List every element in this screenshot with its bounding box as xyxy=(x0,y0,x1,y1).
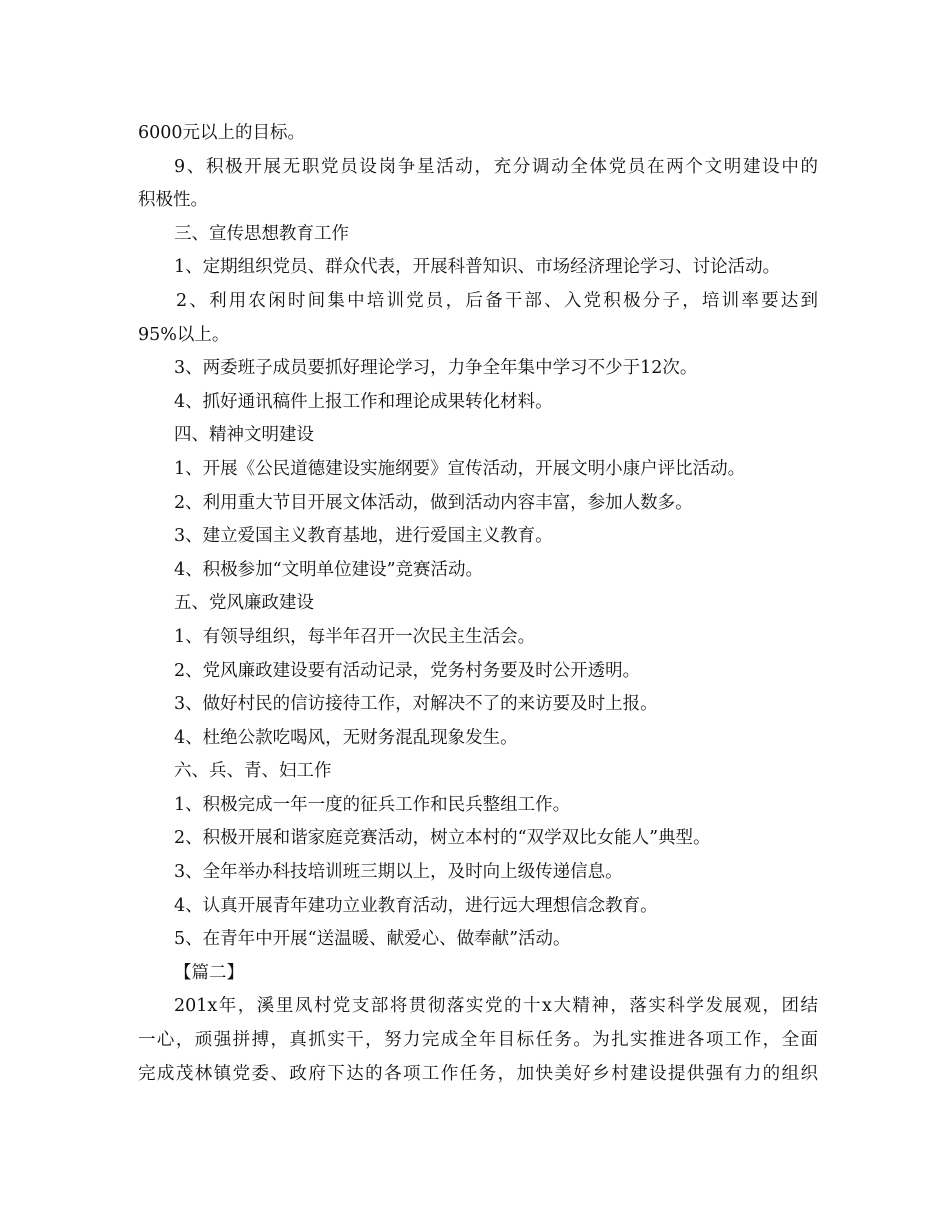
list-item: 3、做好村民的信访接待工作，对解决不了的来访要及时上报。 xyxy=(174,694,658,715)
section-heading: 四、精神文明建设 xyxy=(174,425,314,446)
list-item: 1、开展《公民道德建设实施纲要》宣传活动，开展文明小康户评比活动。 xyxy=(174,458,746,479)
paragraph-line: 9、积极开展无职党员设岗争星活动，充分调动全体党员在两个文明建设中的 xyxy=(174,156,818,177)
paragraph-line: 6000元以上的目标。 xyxy=(138,123,306,143)
list-item: 4、认真开展青年建功立业教育活动，进行远大理想信念教育。 xyxy=(174,895,658,916)
paragraph-line: 完成茂林镇党委、政府下达的各项工作任务，加快美好乡村建设提供强有力的组织 xyxy=(138,1063,818,1084)
list-item: 2、党风廉政建设要有活动记录，党务村务要及时公开透明。 xyxy=(174,660,641,681)
section-heading: 五、党风廉政建设 xyxy=(174,593,314,614)
paragraph-line: 积极性。 xyxy=(138,190,208,211)
list-item: 2、利用重大节目开展文体活动，做到活动内容丰富，参加人数多。 xyxy=(174,492,693,513)
part-heading: 【篇二】 xyxy=(174,962,244,983)
list-item: 2、利用农闲时间集中培训党员，后备干部、入党积极分子，培训率要达到 xyxy=(176,290,818,311)
list-item: 4、抓好通讯稿件上报工作和理论成果转化材料。 xyxy=(174,391,553,412)
document-body xyxy=(138,117,818,1091)
paragraph-line: 201x年，溪里凤村党支部将贯彻落实党的十x大精神，落实科学发展观，团结 xyxy=(174,996,818,1017)
list-item: 3、全年举办科技培训班三期以上，及时向上级传递信息。 xyxy=(174,862,623,883)
list-item: 1、定期组织党员、群众代表，开展科普知识、市场经济理论学习、讨论活动。 xyxy=(174,257,781,278)
list-item: 4、积极参加“文明单位建设”竞赛活动。 xyxy=(174,559,484,580)
paragraph-line: 95%以上。 xyxy=(138,324,230,345)
section-heading: 六、兵、青、妇工作 xyxy=(174,761,332,782)
list-item: 3、两委班子成员要抓好理论学习，力争全年集中学习不少于12次。 xyxy=(174,358,698,379)
list-item: 2、积极开展和谐家庭竞赛活动，树立本村的“双学双比女能人”典型。 xyxy=(174,828,711,849)
section-heading: 三、宣传思想教育工作 xyxy=(174,223,349,244)
paragraph-line: 一心，顽强拼搏，真抓实干，努力完成全年目标任务。为扎实推进各项工作，全面 xyxy=(138,1030,818,1051)
list-item: 1、积极完成一年一度的征兵工作和民兵整组工作。 xyxy=(174,794,571,815)
list-item: 4、杜绝公款吃喝风，无财务混乱现象发生。 xyxy=(174,727,518,748)
list-item: 3、建立爱国主义教育基地，进行爱国主义教育。 xyxy=(174,526,553,547)
list-item: 5、在青年中开展“送温暖、献爱心、做奉献”活动。 xyxy=(174,929,571,950)
list-item: 1、有领导组织，每半年召开一次民主生活会。 xyxy=(174,626,536,647)
